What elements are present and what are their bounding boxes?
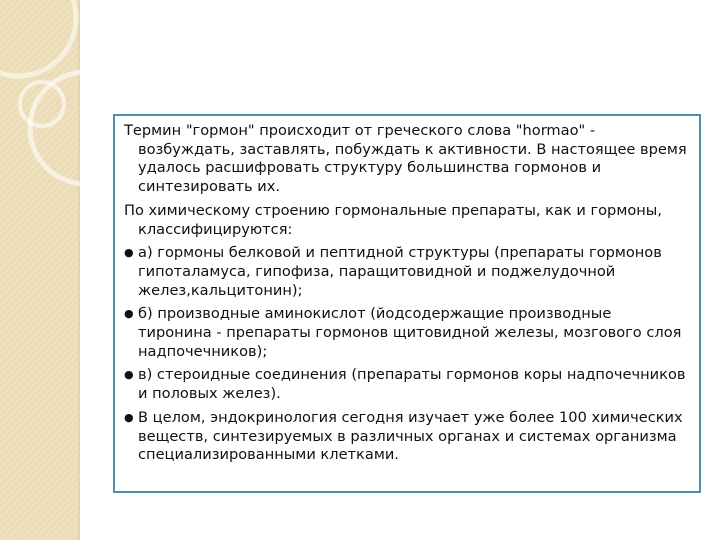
deco-circle-small (20, 82, 64, 126)
bullet-item (124, 244, 689, 300)
classification-paragraph (124, 202, 689, 239)
decorative-circles (0, 0, 130, 540)
bullet-text: в) стероидные соединения (препараты гормонов коры надпочечников и половых желез). (138, 366, 686, 403)
deco-circle-top (0, 0, 76, 76)
bullet-item (124, 305, 689, 361)
paragraph-text: Термин "гормон" происходит от греческого слова "hormao" - возбуждать, заставлять, побуждать к активности. В настоящее время удалось расшифровать структуру большинства гормонов и синтезировать их. (124, 122, 687, 196)
intro-paragraph (124, 122, 689, 197)
bullet-item (124, 366, 689, 403)
content-text-box (113, 114, 701, 493)
bullet-text: б) производные аминокислот (йодсодержащие производные тиронина - препараты гормонов щитовидной железы, мозгового слоя надпочечников); (138, 305, 682, 360)
round-bullet-icon: ● (124, 368, 134, 382)
bullet-text: В целом, эндокринология сегодня изучает уже более 100 химических веществ, синтезируемых в различных органах и системах организма специализированными клетками. (138, 408, 683, 464)
round-bullet-icon: ● (124, 410, 134, 424)
bullet-item (124, 409, 689, 465)
paragraph-text: По химическому строению гормональные препараты, как и гормоны, классифицируются: (124, 201, 662, 238)
round-bullet-icon: ● (124, 246, 134, 260)
bullet-text: а) гормоны белковой и пептидной структуры (препараты гормонов гипоталамуса, гипофиза, паращитовидной и поджелудочной желез,кальцитонин); (138, 244, 662, 299)
round-bullet-icon: ● (124, 307, 134, 321)
